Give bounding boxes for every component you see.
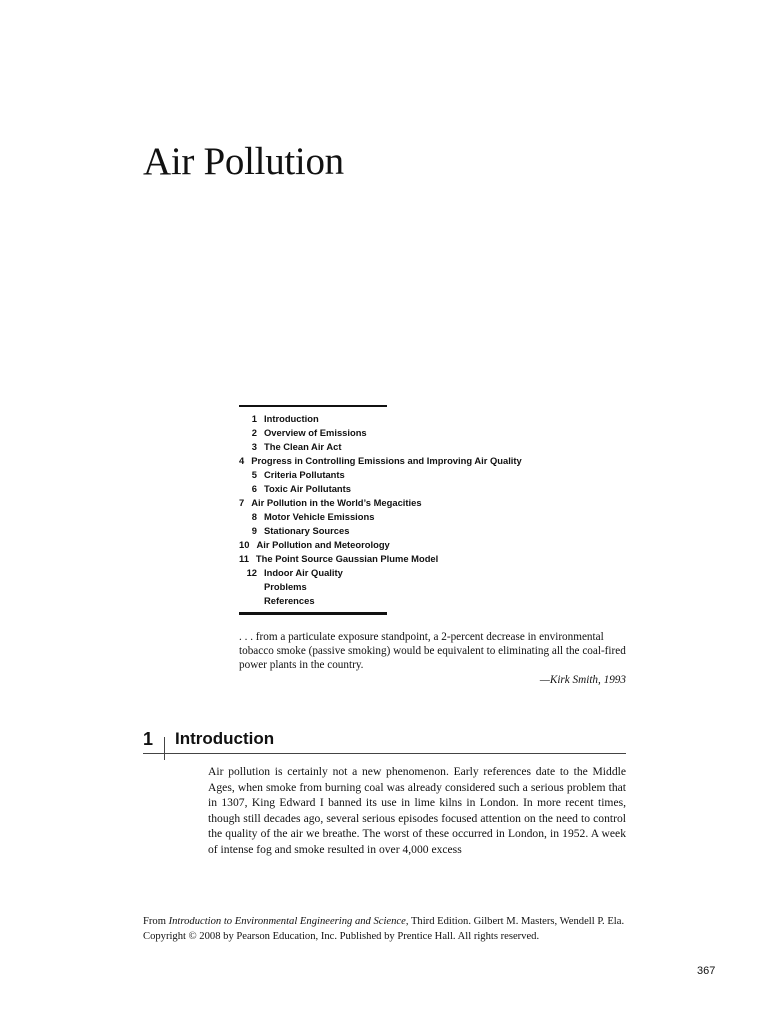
toc-item-label: Motor Vehicle Emissions: [264, 511, 375, 522]
toc-item-label: The Clean Air Act: [264, 441, 342, 452]
toc-item-label: Introduction: [264, 413, 319, 424]
section-divider-bar: [164, 737, 165, 760]
toc-item-number: 1: [251, 413, 257, 424]
toc-item: [239, 552, 439, 566]
toc-item-label: Overview of Emissions: [264, 427, 367, 438]
epigraph: [239, 630, 626, 687]
toc-item-label: The Point Source Gaussian Plume Model: [255, 553, 439, 564]
toc-item: [239, 426, 387, 440]
toc-item-number: 10: [239, 539, 250, 550]
section-paragraph: Air pollution is certainly not a new phenomenon. Early references date to the Middle Ages, when smoke from burning coal was already considered such a serious problem that in 1307, King Edward I banned its use in lime kilns in London. In more recent times, though still decades ago, several serious episodes focused attention on the need to control the quality of the air we breathe. The worst of these occurred in London, in 1952. A week of intense fog and smoke resulted in over 4,000 excess: [208, 765, 626, 856]
toc-list: [239, 412, 522, 608]
section-heading: [143, 727, 626, 754]
toc-item-label: Toxic Air Pollutants: [264, 483, 351, 494]
toc-item: [239, 454, 522, 468]
toc-item: [239, 566, 387, 580]
toc-item-number: 2: [251, 427, 257, 438]
toc-item: [239, 538, 390, 552]
toc-item-label: Stationary Sources: [264, 525, 350, 536]
source-note: [143, 914, 626, 944]
chapter-title: Air Pollution: [143, 140, 344, 183]
toc-item-label: Air Pollution and Meteorology: [256, 539, 390, 550]
toc-item-number: 8: [251, 511, 257, 522]
toc-item-number: 7: [239, 497, 245, 508]
section-title: Introduction: [175, 729, 275, 748]
source-prefix: From: [143, 916, 169, 927]
toc-item-label: Indoor Air Quality: [264, 567, 343, 578]
toc-item-number: 3: [251, 441, 257, 452]
epigraph-quote: . . . from a particulate exposure standpoint, a 2-percent decrease in environmental tobacco smoke (passive smoking) would be equivalent to eliminating all the coal-fired power plants in the country.: [239, 631, 626, 672]
toc-item-label: Problems: [264, 581, 307, 592]
toc-item-number: 4: [239, 455, 245, 466]
toc-item-label: References: [264, 595, 315, 606]
toc-item-number: 5: [251, 469, 257, 480]
toc-item-label: Criteria Pollutants: [264, 469, 345, 480]
page-number: 367: [697, 965, 716, 977]
chapter-table-of-contents: [239, 405, 522, 615]
toc-item: [239, 510, 387, 524]
epigraph-attribution: —Kirk Smith, 1993: [539, 673, 626, 686]
toc-item-label: Progress in Controlling Emissions and Improving Air Quality: [251, 455, 522, 466]
toc-item: [239, 524, 387, 538]
toc-item: [239, 468, 387, 482]
source-book-title: Introduction to Environmental Engineering and Science: [168, 916, 406, 927]
toc-item: [239, 496, 422, 510]
toc-item: [239, 594, 387, 608]
toc-item-number: 6: [251, 483, 257, 494]
toc-item: [239, 482, 387, 496]
source-suffix: , Third Edition. Gilbert M. Masters, Wendell P. Ela. Copyright © 2008 by Pearson Education, Inc. Published by Prentice Hall. All rights reserved.: [143, 916, 625, 942]
section-number: 1: [143, 729, 154, 749]
toc-item: [239, 580, 387, 594]
toc-item-number: 12: [246, 567, 257, 578]
toc-item-number: 11: [239, 553, 249, 564]
toc-item: [239, 440, 387, 454]
toc-item-number: 9: [251, 525, 257, 536]
toc-item: [239, 412, 387, 426]
toc-item-label: Air Pollution in the World’s Megacities: [251, 497, 422, 508]
